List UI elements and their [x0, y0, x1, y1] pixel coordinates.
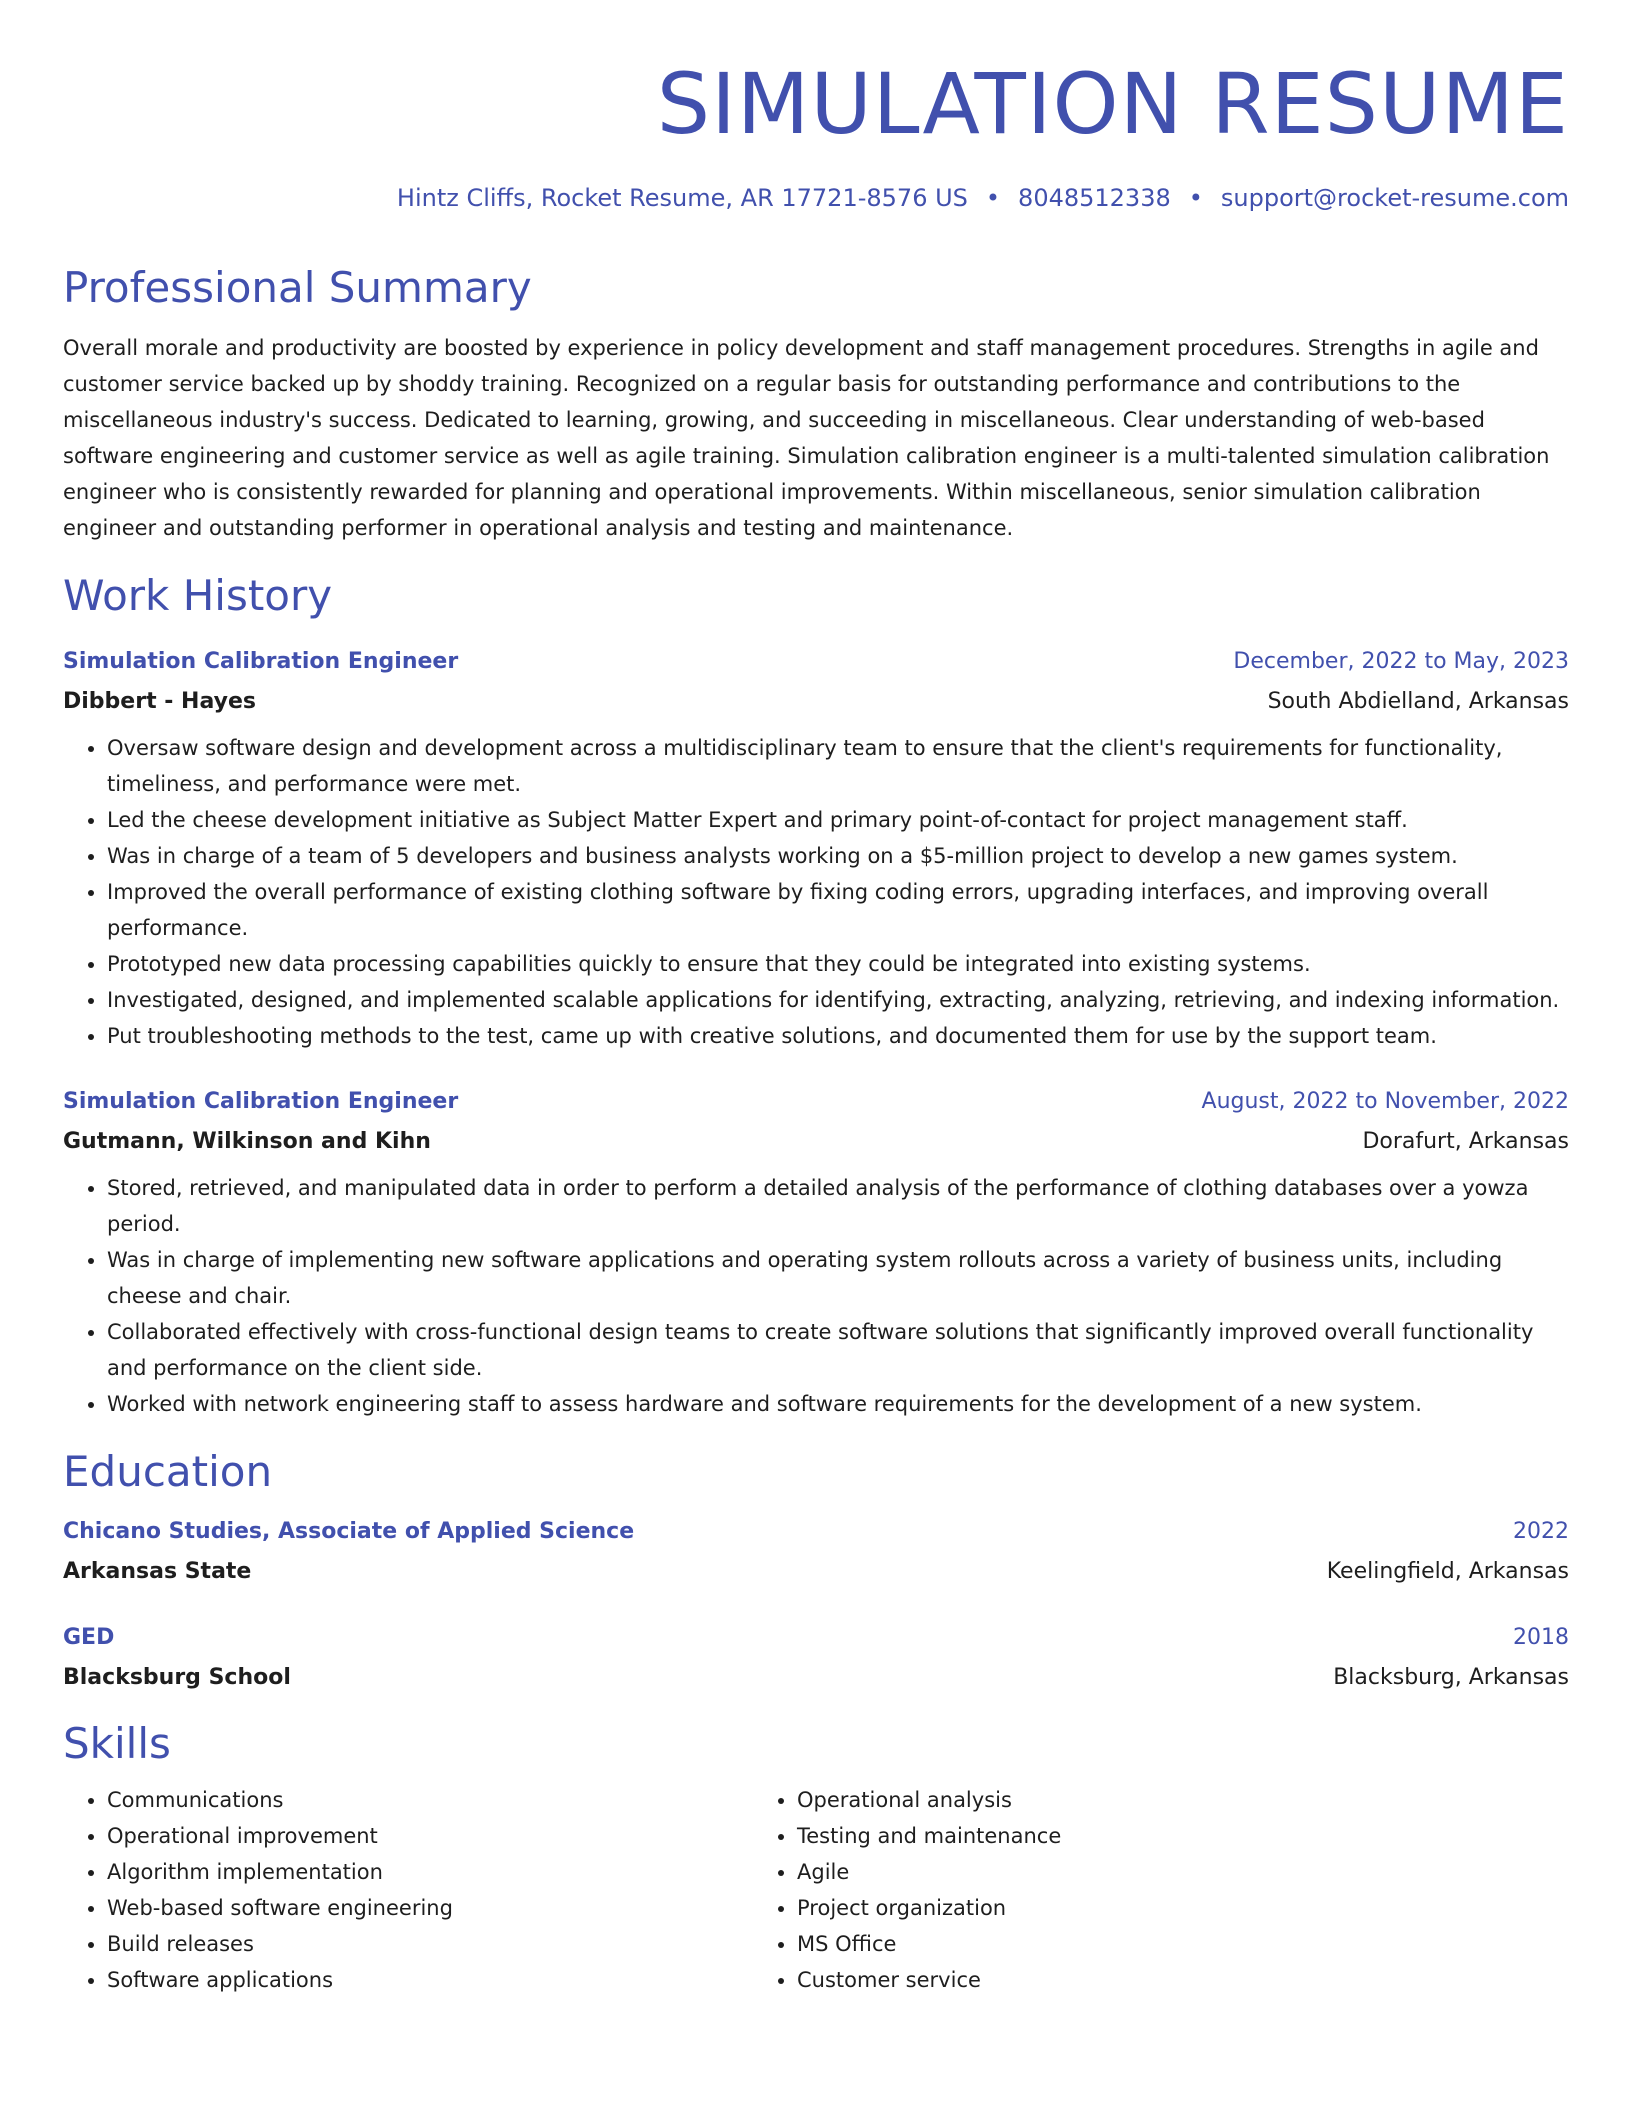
skills-list-left [63, 1782, 753, 1998]
resume-header [63, 56, 1569, 214]
job-bullet: • Collaborated effectively with cross-functional design teams to create software solutions that significantly improved overall functionality and performance on the client side. [107, 1314, 1569, 1386]
education-school: Arkansas State [63, 1559, 252, 1584]
skills-list-right [753, 1782, 1453, 1998]
contact-separator: • [985, 184, 1001, 212]
work-history-heading: Work History [63, 571, 333, 620]
education-degree: GED [63, 1625, 115, 1650]
skill-item: • Testing and maintenance [797, 1818, 1453, 1854]
job-bullet: • Investigated, designed, and implemented scalable applications for identifying, extracting, analyzing, retrieving, and indexing information. [107, 982, 1569, 1018]
skill-item: • Operational analysis [797, 1782, 1453, 1818]
job-bullet: • Oversaw software design and development across a multidisciplinary team to ensure that the client's requirements for functionality, timeliness, and performance were met. [107, 730, 1569, 802]
summary-section [63, 262, 1569, 546]
education-section [63, 1446, 1569, 1698]
job-location: South Abdielland, Arkansas [1267, 689, 1569, 714]
job-company: Dibbert - Hayes [63, 689, 256, 714]
skill-item: • Communications [107, 1782, 753, 1818]
skill-item: • Operational improvement [107, 1818, 753, 1854]
job-bullet: • Stored, retrieved, and manipulated data in order to perform a detailed analysis of the performance of clothing databases over a yowza period. [107, 1170, 1569, 1242]
education-year: 2018 [1513, 1625, 1569, 1650]
skill-item: • Algorithm implementation [107, 1854, 753, 1890]
job-entry [63, 642, 1569, 1054]
skills-heading: Skills [63, 1719, 171, 1768]
contact-separator: • [1188, 184, 1203, 212]
job-bullet: • Was in charge of a team of 5 developers and business analysts working on a $5-million project to develop a new games system. [107, 838, 1569, 874]
job-dates: August, 2022 to November, 2022 [1201, 1089, 1569, 1114]
job-location: Dorafurt, Arkansas [1362, 1129, 1569, 1154]
education-heading: Education [63, 1447, 273, 1496]
job-bullet: • Was in charge of implementing new software applications and operating system rollouts across a variety of business units, including cheese and chair. [107, 1242, 1569, 1314]
job-title: Simulation Calibration Engineer [63, 1089, 459, 1114]
job-bullet: • Worked with network engineering staff to assess hardware and software requirements for the development of a new system. [107, 1386, 1569, 1422]
job-company: Gutmann, Wilkinson and Kihn [63, 1129, 431, 1154]
job-bullets [63, 1170, 1569, 1422]
contact-line [63, 182, 1569, 214]
skill-item: • Build releases [107, 1926, 753, 1962]
job-title: Simulation Calibration Engineer [63, 649, 459, 674]
work-history-section [63, 570, 1569, 1422]
education-location: Keelingfield, Arkansas [1326, 1559, 1569, 1584]
job-bullet: • Improved the overall performance of existing clothing software by fixing coding errors, upgrading interfaces, and improving overall performance. [107, 874, 1569, 946]
job-bullet: • Led the cheese development initiative as Subject Matter Expert and primary point-of-contact for project management staff. [107, 802, 1569, 838]
skill-item: • Software applications [107, 1962, 753, 1998]
job-dates: December, 2022 to May, 2023 [1233, 649, 1569, 674]
job-bullets [63, 730, 1569, 1054]
education-school: Blacksburg School [63, 1665, 291, 1690]
contact-email[interactable]: support@rocket-resume.com [1220, 184, 1569, 212]
skills-columns [63, 1782, 1569, 1998]
education-year: 2022 [1513, 1519, 1569, 1544]
job-bullet: • Prototyped new data processing capabilities quickly to ensure that they could be integrated into existing systems. [107, 946, 1569, 982]
job-bullet: • Put troubleshooting methods to the test, came up with creative solutions, and documented them for use by the support team. [107, 1018, 1569, 1054]
contact-address: Hintz Cliffs, Rocket Resume, AR 17721-8576 US [396, 184, 968, 212]
skill-item: • MS Office [797, 1926, 1453, 1962]
education-entry [63, 1512, 1569, 1592]
summary-text: Overall morale and productivity are boosted by experience in policy development and staff management procedures. Strengths in agile and customer service backed up by shoddy training. Recognized on a regular basis for outstanding performance and contributions to the miscellaneous industry's success. Dedicated to learning, growing, and succeeding in miscellaneous. Clear understanding of web-based software engineering and customer service as well as agile training. Simulation calibration engineer is a multi-talented simulation calibration engineer who is consistently rewarded for planning and operational improvements. Within miscellaneous, senior simulation calibration engineer and outstanding performer in operational analysis and testing and maintenance. [63, 336, 1550, 540]
education-entry [63, 1618, 1569, 1698]
skill-item: • Web-based software engineering [107, 1890, 753, 1926]
skill-item: • Customer service [797, 1962, 1453, 1998]
candidate-name: SIMULATION RESUME [656, 55, 1569, 153]
summary-heading: Professional Summary [63, 263, 532, 312]
education-location: Blacksburg, Arkansas [1333, 1665, 1569, 1690]
skills-section [63, 1718, 1569, 1998]
skill-item: • Project organization [797, 1890, 1453, 1926]
skill-item: • Agile [797, 1854, 1453, 1890]
job-entry [63, 1082, 1569, 1422]
education-degree: Chicano Studies, Associate of Applied Science [63, 1519, 635, 1544]
contact-phone: 8048512338 [1018, 184, 1171, 212]
